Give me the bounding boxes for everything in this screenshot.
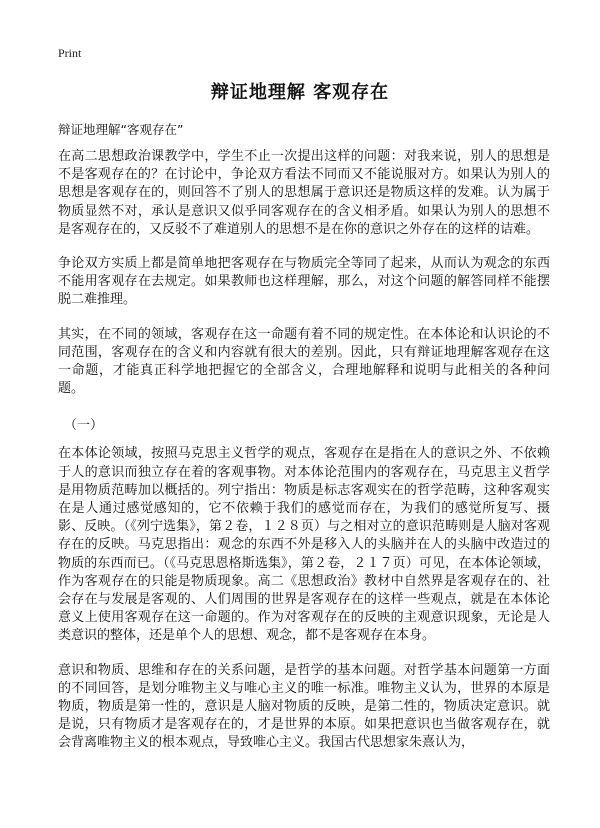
page-title: 辩证地理解 客观存在 [210, 82, 390, 103]
paragraph: 意识和物质、思维和存在的关系问题，是哲学的基本问题。对哲学基本问题第一方面的不同回答，是划分唯物主义与唯心主义的唯一标准。唯物主义认为，世界的本原是物质，物质是第一性的，意识是人脑对物质的反映，是第二性的，物质决定意识。就是说，只有物质才是客观存在的，才是世界的本原。如果把意识也当做客观存在，就会背离唯物主义的根本观点，导致唯心主义。我国古代思想家朱熹认为， [58, 662, 550, 751]
paragraph: 其实，在不同的领域，客观存在这一命题有着不同的规定性。在本体论和认识论的不同范围，客观存在的含义和内容就有很大的差别。因此，只有辩证地理解客观存在这一命题，才能真正科学地把握它的全部含义，合理地解释和说明与此相关的各种问题。 [58, 326, 550, 397]
paragraph: 争论双方实质上都是简单地把客观存在与物质完全等同了起来，从而认为观念的东西不能用客观存在去规定。如果教师也这样理解，那么，对这个问题的解答同样不能摆脱二难推理。 [58, 256, 550, 308]
article-subtitle: 辩证地理解“客观存在” [58, 122, 184, 137]
paragraph: 在本体论领域，按照马克思主义哲学的观点，客观存在是指在人的意识之外、不依赖于人的意识而独立存在着的客观事物。对本体论范围内的客观存在，马克思主义哲学是用物质范畴加以概括的。列宁指出：物质是标志客观实在的哲学范畴，这种客观实在是人通过感觉感知的，它不依赖于我们的感觉而存在，为我们的感觉所复写、摄影、反映。（《列宁选集》，第２卷，１２８页）与之相对立的意识范畴则是人脑对客观存在的反映。马克思指出：观念的东西不外是移入人的头脑并在人的头脑中改造过的物质的东西而已。（《马克思恩格斯选集》，第２卷，２１７页）可见，在本体论领域，作为客观存在的只能是物质现象。高二《思想政治》教材中自然界是客观存在的、社会存在与发展是客观的、人们周围的世界是客观存在的这样一些观点，就是在本体论意义上使用客观存在这一命题的。作为对客观存在的反映的主观意识现象，无论是人类意识的整体，还是单个人的思想、观念，都不是客观存在本身。 [58, 446, 550, 644]
article-body [58, 148, 550, 769]
section-heading: （一） [64, 418, 104, 434]
paragraph: 在高二思想政治课教学中，学生不止一次提出这样的问题：对我来说，别人的思想是不是客观存在的？在讨论中，争论双方看法不同而又不能说服对方。如果认为别人的思想是客观存在的，则回答不了别人的思想属于意识还是物质这样的发难。认为属于物质显然不对，承认是意识又似乎同客观存在的含义相矛盾。如果认为别人的思想不是客观存在的，又反驳不了难道别人的思想不是在你的意识之外存在的这样的诘难。 [58, 149, 550, 237]
print-link[interactable]: Print [58, 46, 82, 60]
